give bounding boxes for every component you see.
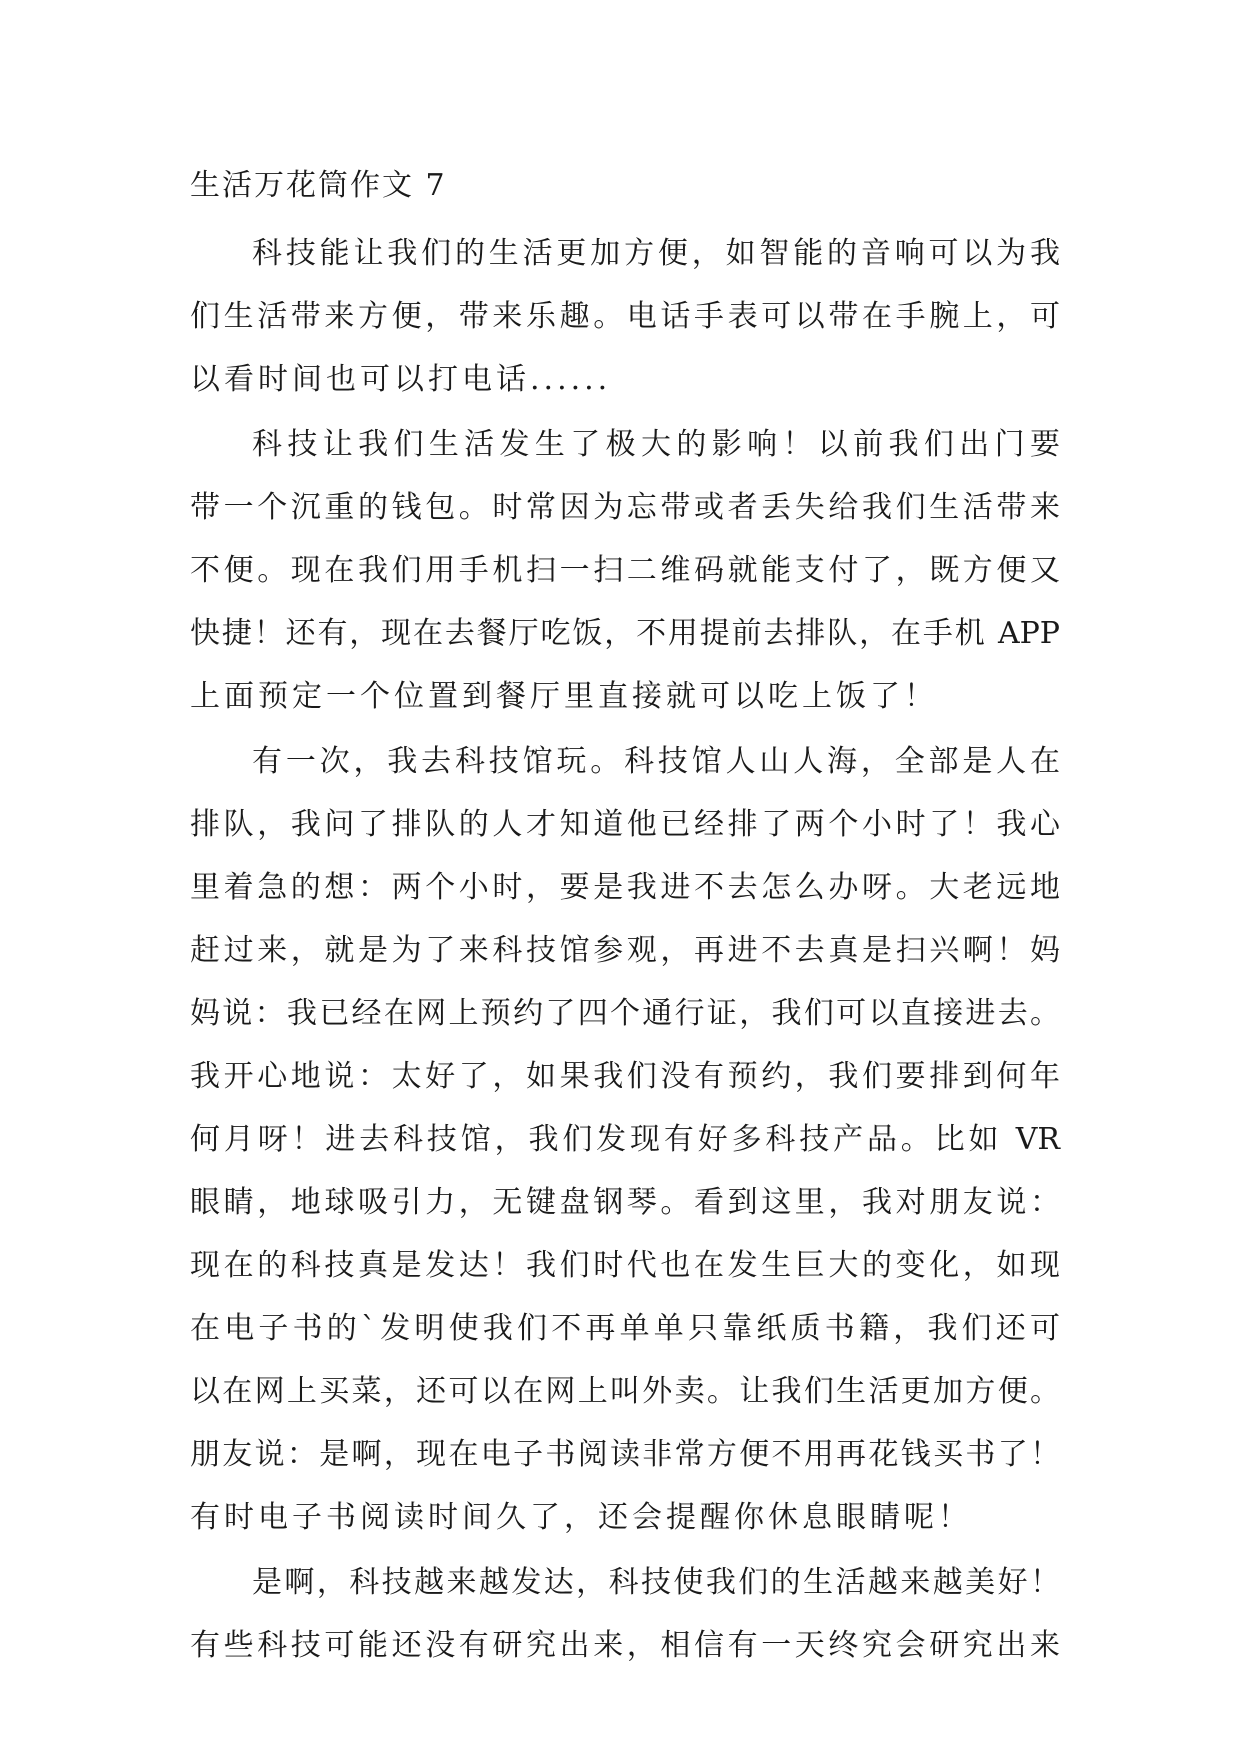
paragraph-line: 眼睛，地球吸引力，无键盘钢琴。看到这里，我对朋友说： (190, 1185, 1060, 1220)
paragraph-line: 我开心地说：太好了，如果我们没有预约，我们要排到何年 (190, 1059, 1060, 1094)
paragraph-line: 有一次，我去科技馆玩。科技馆人山人海，全部是人在 (252, 744, 1060, 779)
paragraph-line: 上面预定一个位置到餐厅里直接就可以吃上饭了！ (190, 679, 938, 714)
paragraph-line: 有时电子书阅读时间久了，还会提醒你休息眼睛呢！ (190, 1500, 972, 1535)
paragraph-line: 科技让我们生活发生了极大的影响！以前我们出门要 (252, 427, 1060, 462)
paragraph-line: 里着急的想：两个小时，要是我进不去怎么办呀。大老远地 (190, 870, 1060, 905)
essay-title: 生活万花筒作文 7 (190, 168, 447, 203)
paragraph-line: 现在的科技真是发达！我们时代也在发生巨大的变化，如现 (190, 1248, 1060, 1283)
paragraph-2 (190, 413, 1060, 728)
paragraph-line: 在电子书的`发明使我们不再单单只靠纸质书籍，我们还可 (190, 1311, 1060, 1346)
paragraph-line: 科技能让我们的生活更加方便，如智能的音响可以为我 (252, 236, 1060, 271)
paragraph-3 (190, 730, 1060, 1549)
paragraph-line: 排队，我问了排队的人才知道他已经排了两个小时了！我心 (190, 807, 1060, 842)
paragraph-line: 妈说：我已经在网上预约了四个通行证，我们可以直接进去。 (190, 996, 1060, 1031)
paragraph-line: 快捷！还有，现在去餐厅吃饭，不用提前去排队，在手机 APP (190, 616, 1060, 651)
paragraph-line: 何月呀！进去科技馆，我们发现有好多科技产品。比如 VR (190, 1122, 1060, 1157)
paragraph-1 (190, 222, 1060, 411)
paragraph-line: 不便。现在我们用手机扫一扫二维码就能支付了，既方便又 (190, 553, 1060, 588)
essay-body (190, 160, 1060, 1677)
paragraph-line: 朋友说：是啊，现在电子书阅读非常方便不用再花钱买书了！ (190, 1437, 1060, 1472)
paragraph-line: 赶过来，就是为了来科技馆参观，再进不去真是扫兴啊！妈 (190, 933, 1060, 968)
paragraph-line: 以在网上买菜，还可以在网上叫外卖。让我们生活更加方便。 (190, 1374, 1060, 1409)
paragraph-4 (190, 1551, 1060, 1677)
paragraph-line: 以看时间也可以打电话...... (190, 362, 612, 397)
paragraph-line: 们生活带来方便，带来乐趣。电话手表可以带在手腕上，可 (190, 299, 1060, 334)
paragraph-line: 是啊，科技越来越发达，科技使我们的生活越来越美好！ (252, 1565, 1060, 1600)
paragraph-line: 有些科技可能还没有研究出来，相信有一天终究会研究出来 (190, 1628, 1060, 1663)
paragraph-line: 带一个沉重的钱包。时常因为忘带或者丢失给我们生活带来 (190, 490, 1060, 525)
